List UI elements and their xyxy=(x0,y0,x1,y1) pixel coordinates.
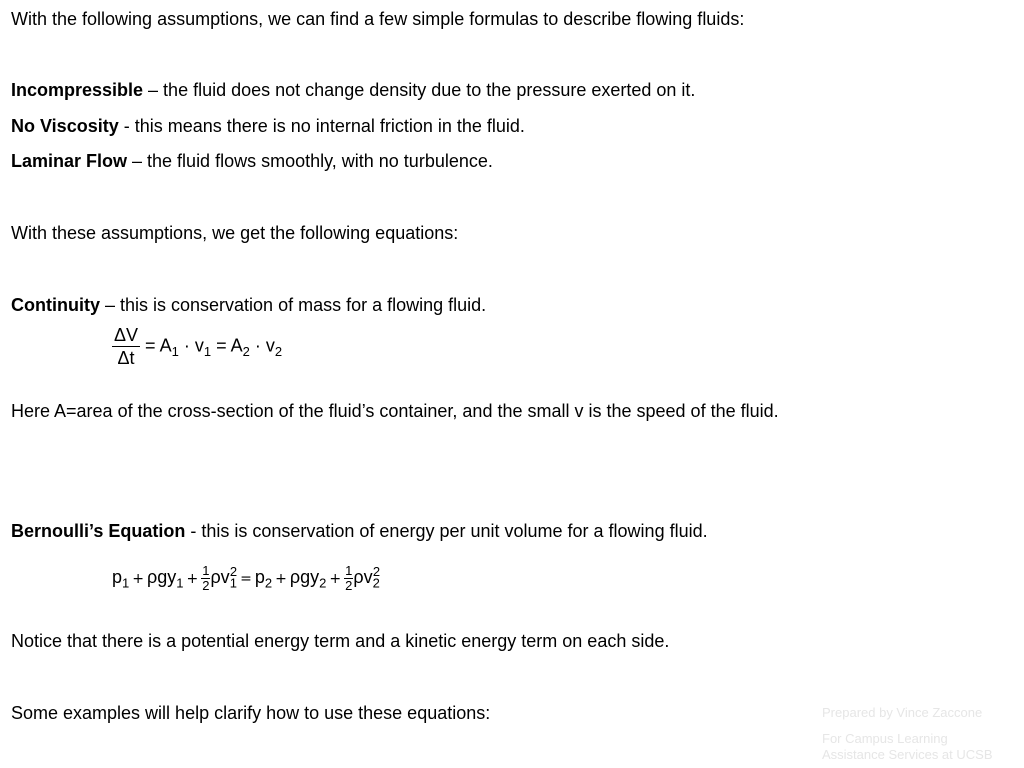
plus-sign: + xyxy=(186,571,199,588)
subscript: 1 xyxy=(171,343,179,359)
equation-term: $p_2$ xyxy=(254,567,273,591)
intro-text: With the following assumptions, we can find a few simple formulas to describe flowing fluids: xyxy=(11,9,745,29)
delta-v-over-delta-t xyxy=(112,324,140,369)
equation-term: ρgy$_1$ xyxy=(146,567,184,591)
one-half-fraction: $\frac{1}{2}$ xyxy=(202,563,210,593)
term-desc: – this is conservation of mass for a flowing fluid. xyxy=(99,295,487,315)
equations-intro-text: With these assumptions, we get the following equations: xyxy=(11,223,459,243)
equation-term: · v xyxy=(254,335,275,356)
term-desc: - this means there is no internal friction in the fluid. xyxy=(118,116,525,136)
bernoulli-equation xyxy=(112,564,380,593)
plus-sign: + xyxy=(329,571,342,588)
continuity-equation xyxy=(112,324,282,369)
credit-affiliation-line1: For Campus Learning xyxy=(822,731,948,746)
subscript: 2 xyxy=(274,343,283,359)
term-desc: – the fluid does not change density due to the pressure exerted on it. xyxy=(143,80,696,100)
credit-author: Prepared by Vince Zaccone xyxy=(822,705,983,720)
term-label: Laminar Flow xyxy=(11,151,128,171)
equation-term: $\rho v_1^2$ xyxy=(210,564,238,591)
term-label: Bernoulli’s Equation xyxy=(11,521,186,541)
bernoulli-note: Notice that there is a potential energy term and a kinetic energy term on each side. xyxy=(11,631,670,651)
continuity-heading xyxy=(11,294,486,316)
term-desc: – the fluid flows smoothly, with no turbulence. xyxy=(127,151,493,171)
equation-term: $p_1$ xyxy=(112,567,130,591)
bernoulli-heading xyxy=(11,520,708,542)
subscript: 2 xyxy=(242,343,250,359)
closing-text: Some examples will help clarify how to use these equations: xyxy=(11,703,491,723)
equals-sign: = xyxy=(240,571,252,588)
equation-term: · v xyxy=(183,335,204,356)
plus-sign: + xyxy=(132,571,144,588)
equation-term: = A xyxy=(216,335,243,356)
term-desc: - this is conservation of energy per unit volume for a flowing fluid. xyxy=(185,521,708,541)
term-label: No Viscosity xyxy=(11,116,119,136)
assumption-no-viscosity xyxy=(11,115,525,137)
subscript: 1 xyxy=(203,343,212,359)
continuity-note: Here A=area of the cross-section of the fluid’s container, and the small v is the speed of the fluid. xyxy=(11,401,779,421)
credit-affiliation-line2: Assistance Services at UCSB xyxy=(822,747,993,762)
term-label: Incompressible xyxy=(11,80,144,100)
term-label: Continuity xyxy=(11,295,100,315)
equation-term: ρgy$_2$ xyxy=(289,567,327,591)
one-half-fraction: $\frac{1}{2}$ xyxy=(345,563,353,593)
assumption-laminar-flow xyxy=(11,150,493,172)
fraction-denominator: Δt xyxy=(117,348,135,368)
fraction-numerator: ΔV xyxy=(114,325,139,345)
assumption-incompressible xyxy=(11,79,695,101)
equation-term: = A xyxy=(145,335,172,356)
plus-sign: + xyxy=(275,571,287,588)
equation-term: $\rho v_2^2$ xyxy=(353,564,381,591)
